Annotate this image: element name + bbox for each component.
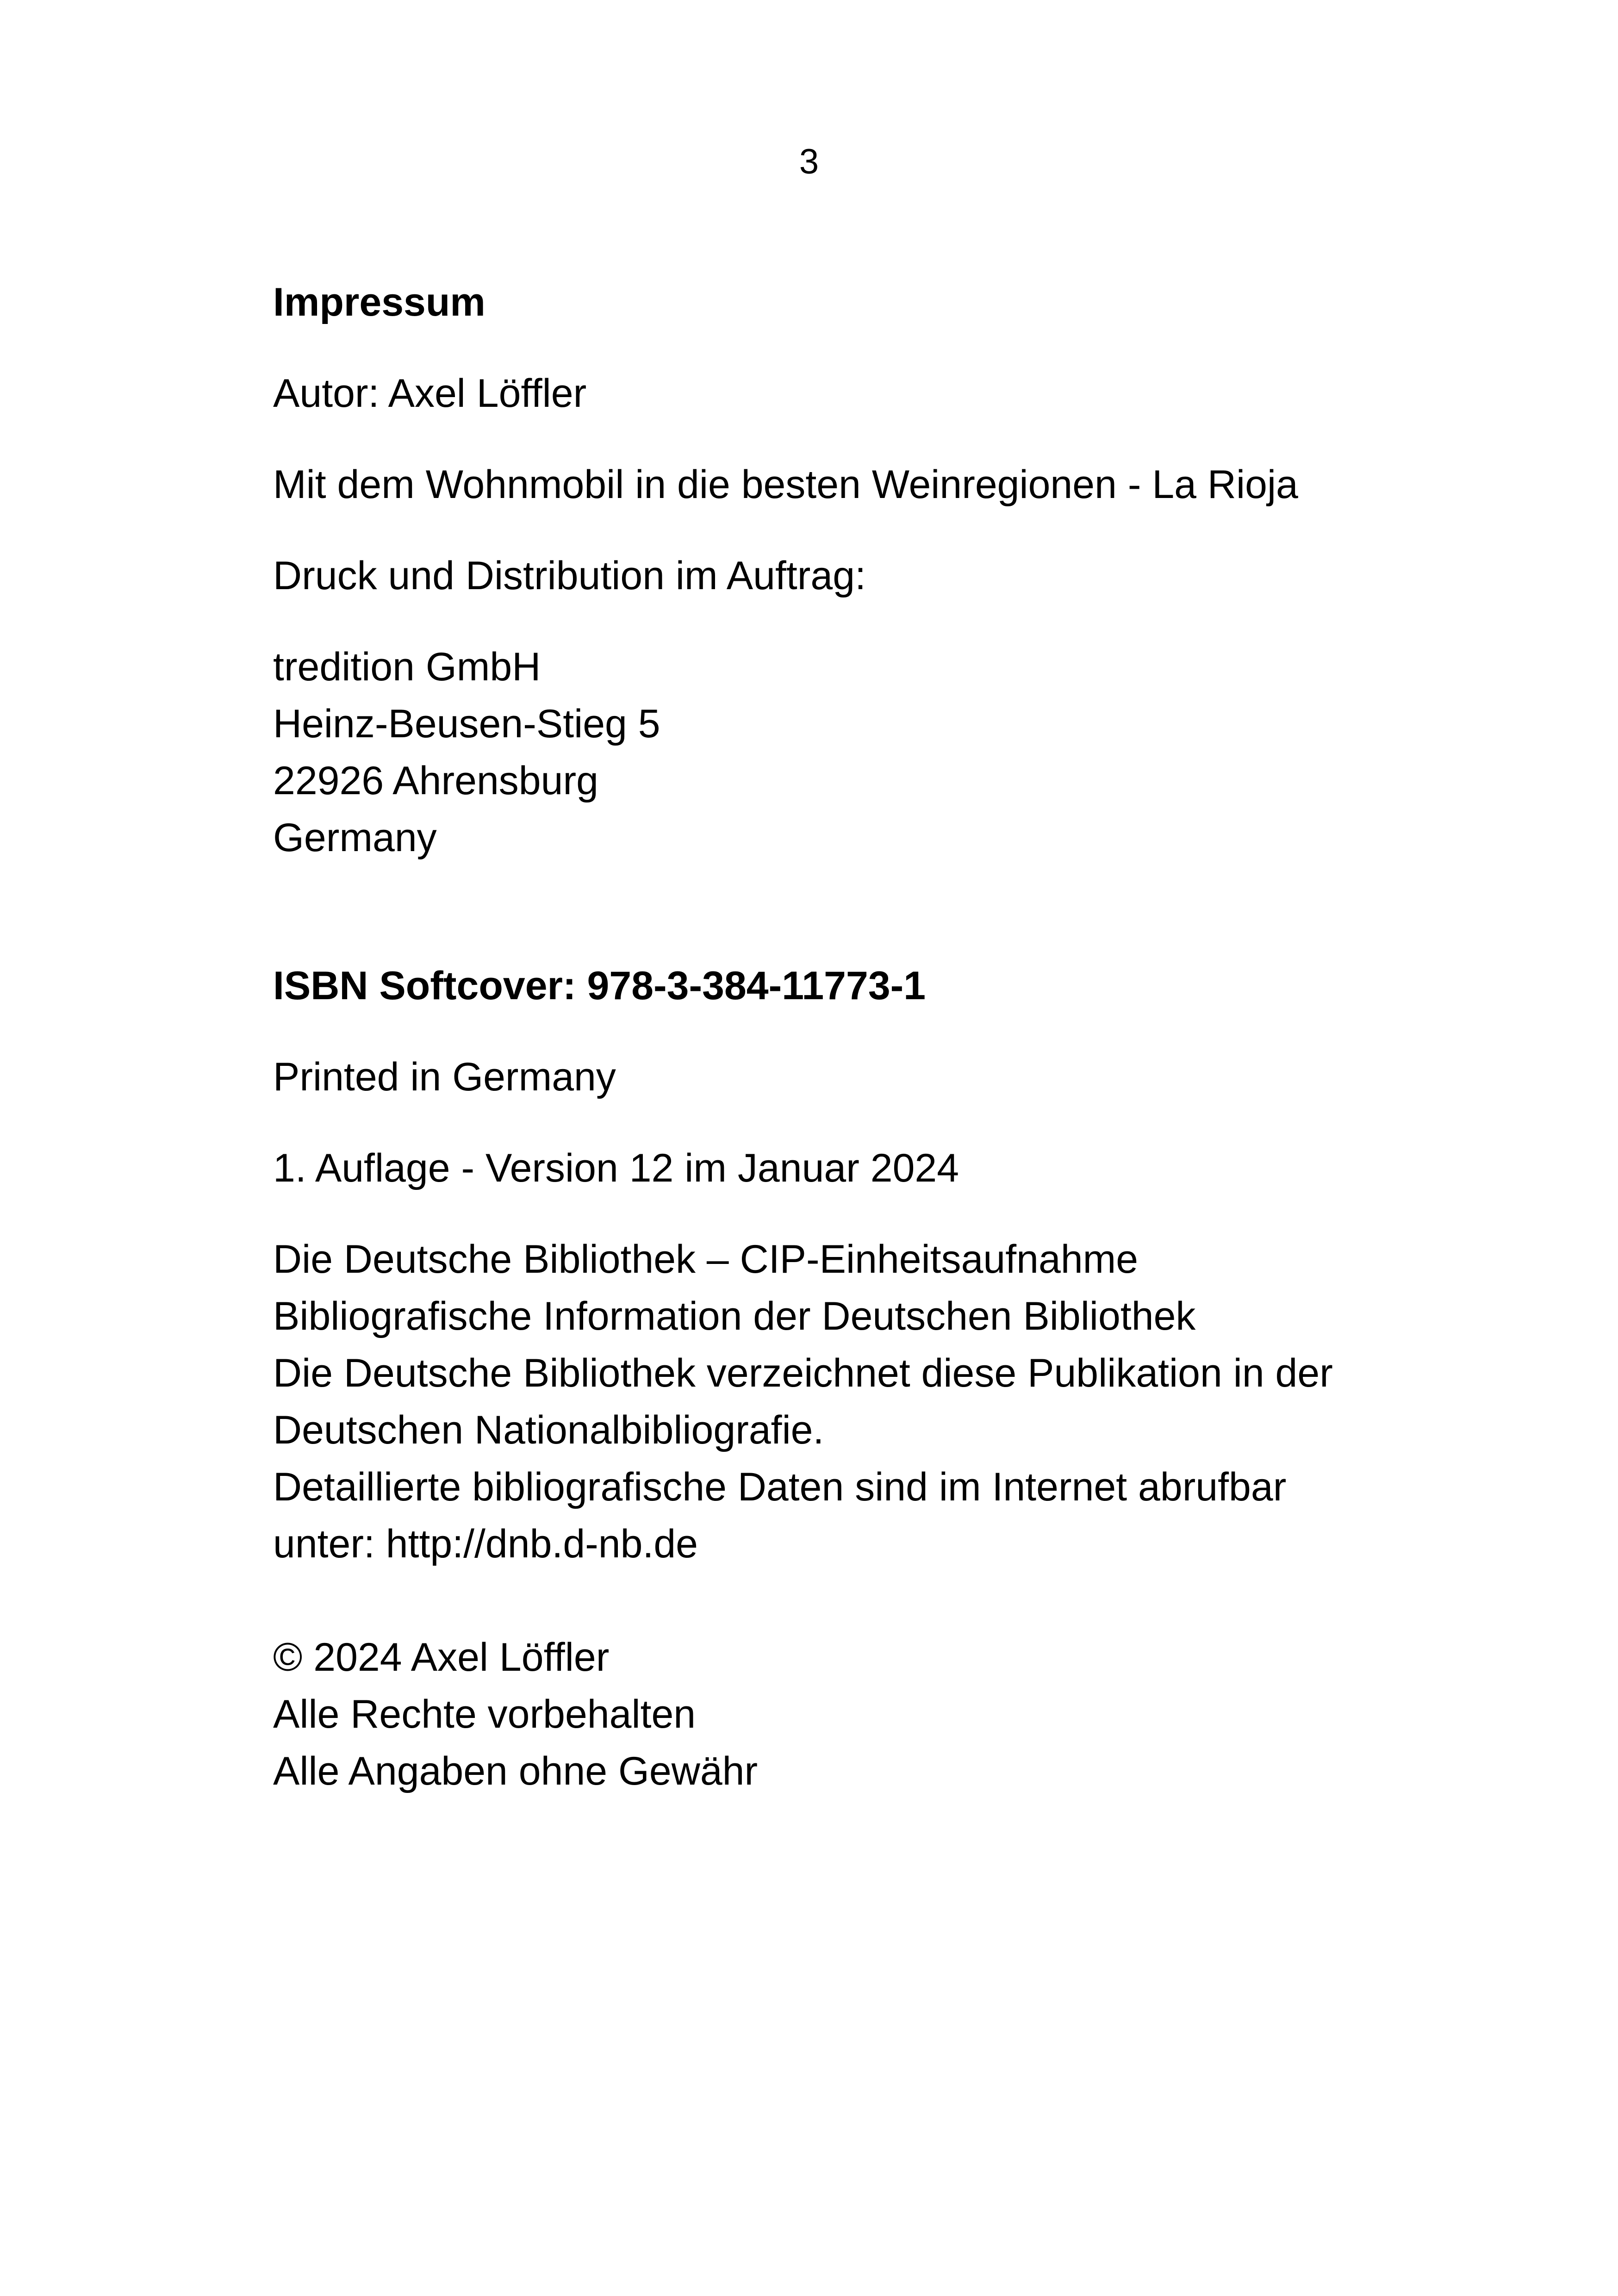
isbn-line: ISBN Softcover: 978-3-384-11773-1 <box>273 964 926 1008</box>
book-title: Mit dem Wohnmobil in die besten Weinregionen - La Rioja <box>273 462 1298 507</box>
imprint-content <box>273 274 1430 1800</box>
bibliography-line: Deutschen Nationalbibliografie. <box>273 1408 824 1452</box>
bibliography-line: unter: http://dnb.d-nb.de <box>273 1522 698 1566</box>
distribution-label: Druck und Distribution im Auftrag: <box>273 554 866 598</box>
publisher-address <box>273 639 1430 866</box>
publisher-street: Heinz-Beusen-Stieg 5 <box>273 702 660 746</box>
publisher-country: Germany <box>273 815 437 860</box>
author-line: Autor: Axel Löffler <box>273 371 587 416</box>
printed-line: Printed in Germany <box>273 1055 616 1099</box>
disclaimer-line: Alle Angaben ohne Gewähr <box>273 1749 758 1793</box>
bibliography-block <box>273 1231 1430 1573</box>
edition-line: 1. Auflage - Version 12 im Januar 2024 <box>273 1146 959 1190</box>
bibliography-line: Die Deutsche Bibliothek – CIP-Einheitsaufnahme <box>273 1237 1139 1282</box>
rights-line: Alle Rechte vorbehalten <box>273 1692 696 1736</box>
copyright-line: © 2024 Axel Löffler <box>273 1635 610 1680</box>
bibliography-line: Bibliografische Information der Deutschen Bibliothek <box>273 1294 1196 1338</box>
page-number: 3 <box>799 142 819 181</box>
bibliography-line: Detaillierte bibliografische Daten sind im Internet abrufbar <box>273 1465 1287 1509</box>
rights-block <box>273 1629 1430 1800</box>
publisher-name: tredition GmbH <box>273 645 541 689</box>
imprint-heading: Impressum <box>273 280 485 324</box>
publisher-city: 22926 Ahrensburg <box>273 759 598 803</box>
bibliography-line: Die Deutsche Bibliothek verzeichnet diese Publikation in der <box>273 1351 1333 1395</box>
